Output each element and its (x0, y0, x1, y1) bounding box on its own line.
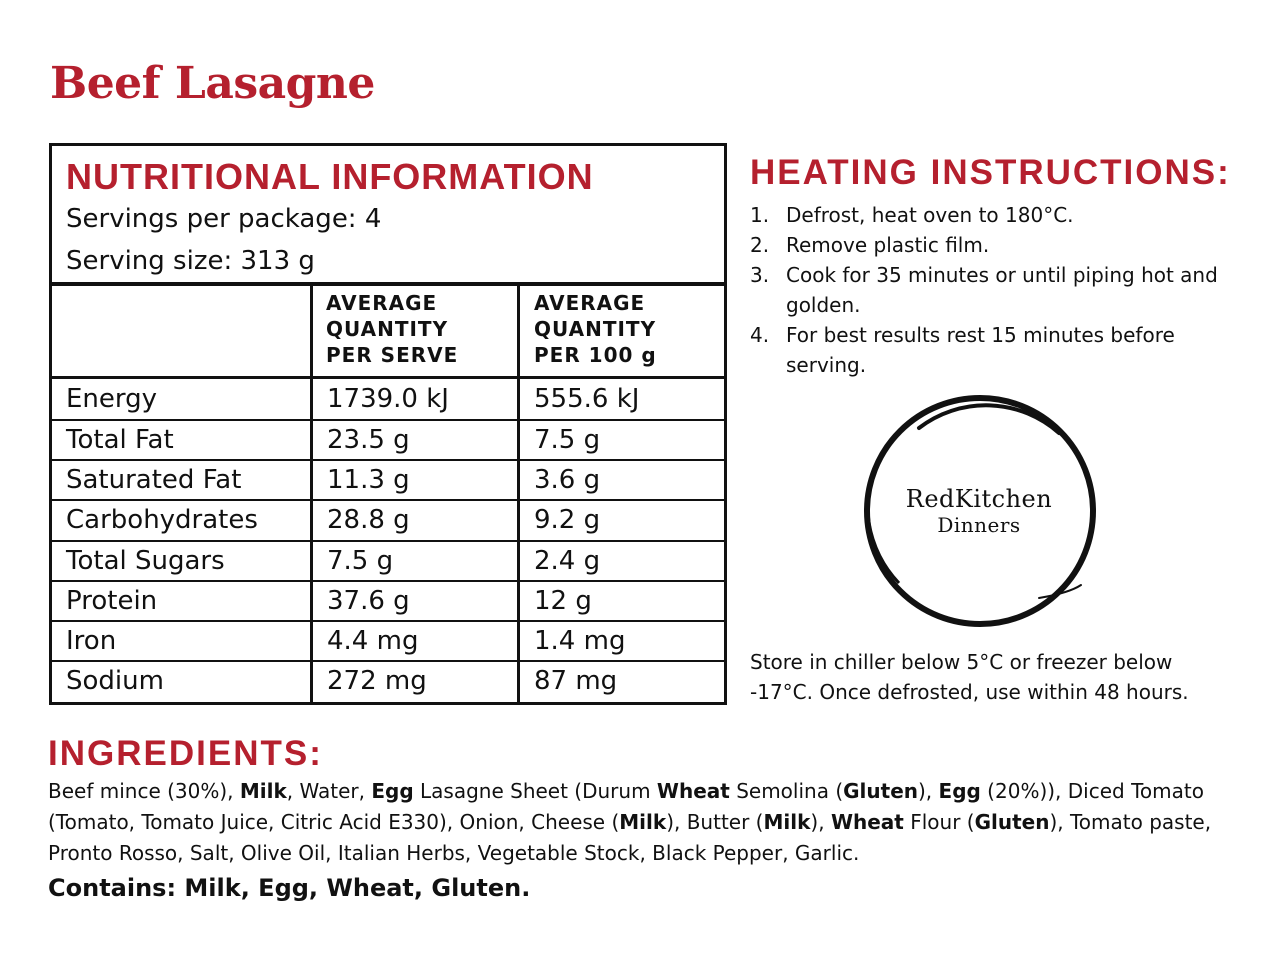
per-serve-value: 28.8 g (327, 505, 410, 535)
servings-per-package: Servings per package: 4 (66, 204, 382, 234)
per-serve-value: 1739.0 kJ (327, 384, 449, 414)
per-serve-value: 4.4 mg (327, 626, 419, 656)
nutrition-header (66, 156, 594, 282)
list-item: 3. Cook for 35 minutes or until piping hot and golden. (750, 263, 1218, 317)
header-divider (52, 282, 724, 286)
serving-size: Serving size: 313 g (66, 246, 315, 276)
table-row (52, 460, 724, 500)
logo-line-2: Dinners (937, 513, 1021, 537)
column-header-per-serve: AVERAGE QUANTITY PER SERVE (326, 291, 459, 367)
ingredient-text: ), (810, 810, 831, 834)
brand-logo (859, 393, 1109, 633)
ingredients-list (48, 776, 1248, 869)
nutrient-name: Iron (66, 626, 117, 656)
heating-heading: HEATING INSTRUCTIONS: (750, 153, 1231, 192)
heating-steps (750, 200, 1250, 380)
table-row (52, 661, 724, 701)
allergen-statement: Contains: Milk, Egg, Wheat, Gluten. (48, 874, 531, 902)
ingredient-text: ), (918, 779, 939, 803)
logo-text (859, 485, 1099, 537)
allergen-term: Egg (938, 779, 981, 803)
ingredient-text: Flour ( (903, 810, 975, 834)
ingredients-heading: INGREDIENTS: (48, 734, 323, 773)
allergen-term: Wheat (830, 810, 904, 834)
nutrient-name: Protein (66, 586, 158, 616)
ingredient-text: Beef mince (30%), (48, 779, 240, 803)
table-row (52, 500, 724, 540)
ingredient-text: Semolina ( (729, 779, 844, 803)
per-serve-value: 7.5 g (327, 546, 394, 576)
column-header-per-100g: AVERAGE QUANTITY PER 100 g (534, 291, 657, 367)
per-serve-value: 37.6 g (327, 586, 410, 616)
allergen-term: Egg (371, 779, 414, 803)
nutrition-heading: NUTRITIONAL INFORMATION (66, 156, 594, 197)
per-100g-value: 555.6 kJ (534, 384, 640, 414)
heating-instructions (750, 150, 1250, 380)
per-serve-value: 11.3 g (327, 465, 410, 495)
allergen-term: Milk (619, 810, 667, 834)
ingredient-text: (20%)), Diced Tomato (Tomato, Tomato Juice, Citric Acid E330), Onion, Cheese ( (48, 779, 1204, 834)
per-100g-value: 2.4 g (534, 546, 601, 576)
ingredients-section (48, 734, 1248, 905)
allergen-term: Gluten (843, 779, 918, 803)
nutrient-name: Total Sugars (66, 546, 225, 576)
table-row (52, 420, 724, 460)
per-100g-value: 1.4 mg (534, 626, 626, 656)
list-item: 1. Defrost, heat oven to 180°C. (750, 203, 1074, 227)
per-serve-value: 23.5 g (327, 425, 410, 455)
per-100g-value: 3.6 g (534, 465, 601, 495)
allergen-term: Wheat (656, 779, 730, 803)
logo-line-1: RedKitchen (905, 485, 1053, 513)
storage-instructions: Store in chiller below 5°C or freezer below -17°C. Once defrosted, use within 48 hours. (750, 650, 1189, 704)
list-item: 4. For best results rest 15 minutes before serving. (750, 323, 1175, 377)
per-100g-value: 12 g (534, 586, 592, 616)
table-row (52, 581, 724, 621)
allergen-term: Gluten (974, 810, 1050, 834)
nutrition-panel (49, 143, 727, 705)
ingredient-text: Lasagne Sheet (Durum (413, 779, 657, 803)
list-item: 2. Remove plastic film. (750, 233, 990, 257)
allergen-term: Milk (763, 810, 811, 834)
product-title: Beef Lasagne (50, 58, 375, 109)
table-row (52, 379, 724, 419)
table-row (52, 621, 724, 661)
per-serve-value: 272 mg (327, 666, 427, 696)
ingredient-text: ), Butter ( (666, 810, 764, 834)
ingredient-text: , Water, (286, 779, 372, 803)
ingredient-text: ), Tomato paste, Pronto Rosso, Salt, Olive Oil, Italian Herbs, Vegetable Stock, Black Pepper, Garlic. (48, 810, 1212, 865)
nutrient-name: Total Fat (66, 425, 174, 455)
allergen-term: Milk (239, 779, 287, 803)
table-row (52, 541, 724, 581)
per-100g-value: 7.5 g (534, 425, 601, 455)
nutrient-name: Saturated Fat (66, 465, 242, 495)
nutrient-name: Carbohydrates (66, 505, 258, 535)
nutrient-name: Energy (66, 384, 158, 414)
nutrient-name: Sodium (66, 666, 164, 696)
per-100g-value: 9.2 g (534, 505, 601, 535)
per-100g-value: 87 mg (534, 666, 618, 696)
